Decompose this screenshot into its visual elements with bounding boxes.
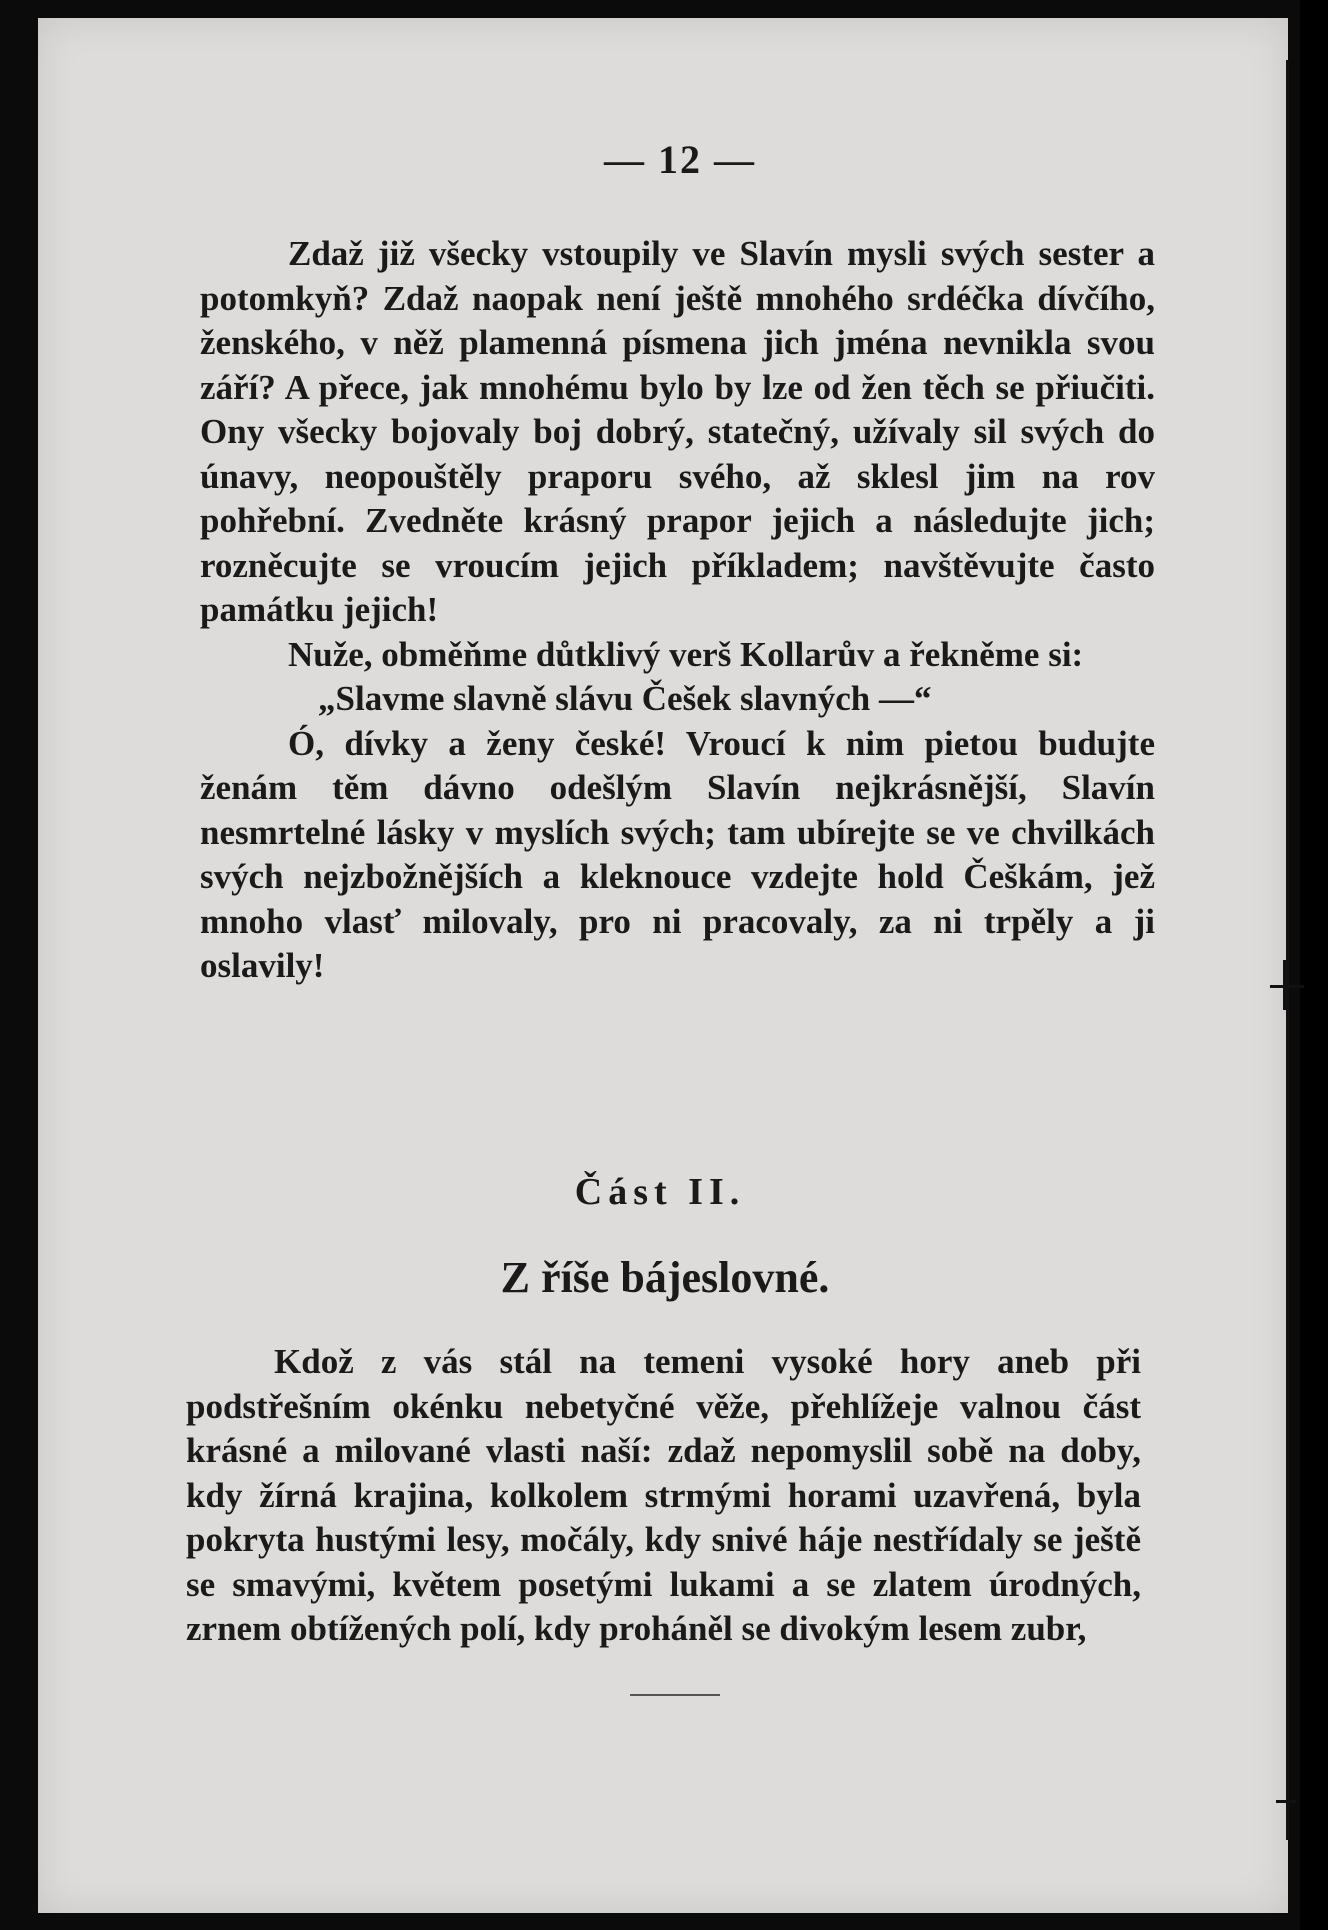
quote-line: „Slavme slavně slávu Češek slavných —“: [318, 679, 932, 718]
edge-mark: [1283, 960, 1286, 1010]
underline-mark: [630, 1694, 720, 1696]
paragraph: Zdaž již všecky vstoupily ve Slavín mysli svých sester a potomkyň? Zdaž naopak není ještě mnohého srdéčka dívčího, ženského, v něž plamenná písmena jich jména nevnikla svou září? A přece, jak mnohému bylo by lze od žen těch se přiučiti. Ony všecky bojovaly boj dobrý, statečný, užívaly sil svých do únavy, neopouštěly praporu svého, až sklesl jim na rov pohřební. Zvedněte krásný prapor jejich a následujte jich; rozněcujte se vroucím jejich příkladem; navštěvujte často památku jejich!: [200, 234, 1155, 629]
chapter-title: Z říše bájeslovné.: [500, 1253, 830, 1302]
edge-mark: [1276, 1800, 1296, 1803]
page-number: — 12 —: [604, 137, 756, 182]
edge-mark: [1270, 985, 1304, 988]
part-title: Část II.: [574, 1171, 746, 1213]
body-text-top: [200, 232, 1155, 989]
paragraph: Kdož z vás stál na temeni vysoké hory aneb při podstřešním okénku nebetyčné věže, přehlížeje valnou část krásné a milované vlasti naší: zdaž nepomyslil sobě na doby, kdy žírná krajina, kolkolem strmými horami uzavřená, byla pokryta hustými lesy, močály, kdy snivé háje nestřídaly se ještě se smavými, květem posetými lukami a se zlatem úrodných, zrnem obtížených polí, kdy proháněl se divokým lesem zubr,: [186, 1342, 1141, 1648]
paragraph: Ó, dívky a ženy české! Vroucí k nim pietou budujte ženám těm dávno odešlým Slavín nejkrásnější, Slavín nesmrtelné lásky v myslích svých; tam ubírejte se ve chvilkách svých nejzbožnějších a kleknouce vzdejte hold Češkám, jež mnoho vlasť milovaly, pro ni pracovaly, za ni trpěly a ji oslavily!: [200, 723, 1155, 985]
paragraph: Nuže, obměňme důtklivý verš Kollarův a řekněme si:: [288, 634, 1084, 674]
page-edge-line: [1286, 60, 1289, 1840]
scan-edge: [1300, 0, 1328, 1930]
body-text-bottom: [186, 1340, 1141, 1652]
